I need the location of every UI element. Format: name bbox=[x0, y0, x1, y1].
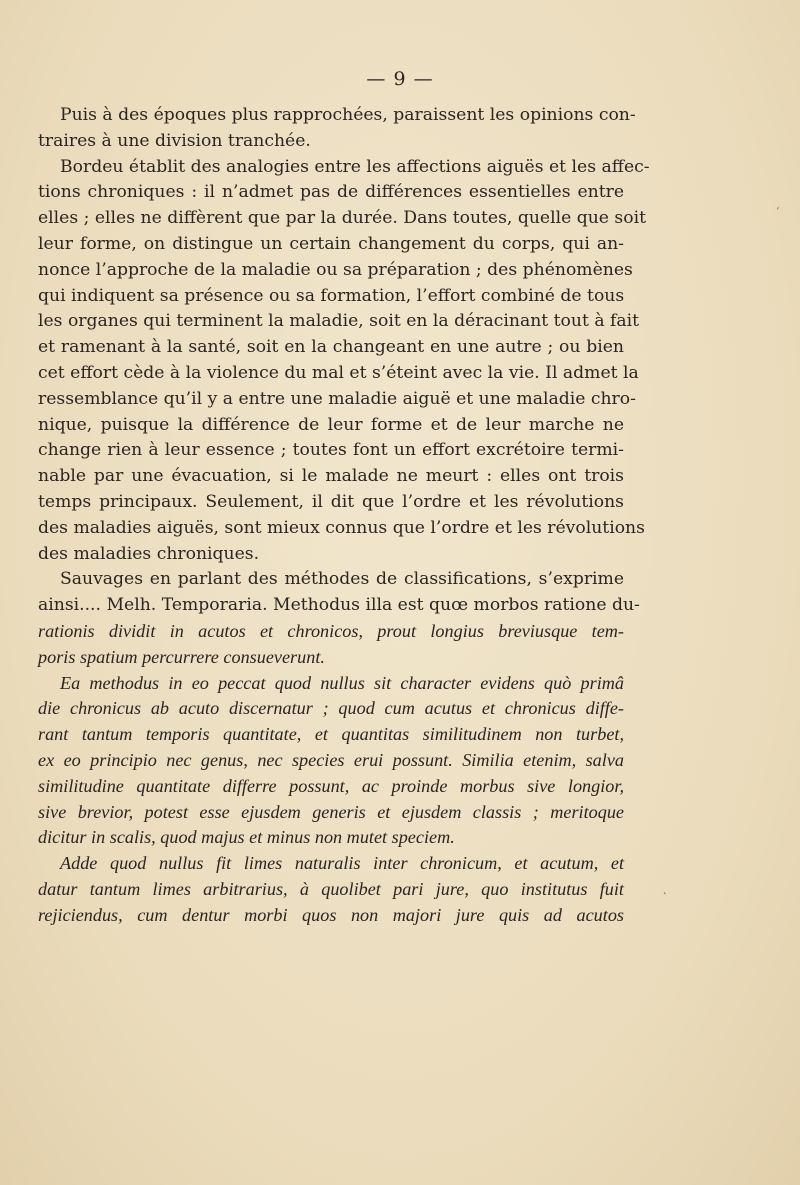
text-line: tions chroniques : il n’admet pas de différences essentielles entre bbox=[38, 182, 624, 203]
text-line: poris spatium percurrere consueverunt. bbox=[38, 646, 325, 667]
text-line: cet effort cède à la violence du mal et s’éteint avec la vie. Il admet la bbox=[38, 362, 639, 383]
text-line: rationis dividit in acutos et chronicos, prout longius breviusque tem- bbox=[38, 620, 624, 641]
text-line: traires à une division tranchée. bbox=[38, 130, 311, 151]
text-line: Ea methodus in eo peccat quod nullus sit character evidens quò primâ bbox=[60, 672, 624, 693]
text-line: rejiciendus, cum dentur morbi quos non majori jure quis ad acutos bbox=[38, 904, 624, 925]
text-line: des maladies aiguës, sont mieux connus que l’ordre et les révolutions bbox=[38, 517, 645, 538]
paragraph bbox=[38, 155, 650, 568]
text-line: des maladies chroniques. bbox=[38, 543, 260, 564]
text-line: elles ; elles ne diffèrent que par la durée. Dans toutes, quelle que soit bbox=[38, 208, 646, 229]
text-line: Puis à des époques plus rapprochées, paraissent les opinions con- bbox=[60, 105, 636, 125]
text-line: Bordeu établit des analogies entre les affections aiguës et les affec- bbox=[60, 156, 650, 177]
page-number: — 9 — bbox=[366, 68, 434, 90]
text-line: datur tantum limes arbitrarius, à quolibet pari jure, quo institutus fuit bbox=[38, 878, 624, 899]
paragraph bbox=[38, 851, 624, 928]
text-line: ressemblance qu’il y a entre une maladie aiguë et une maladie chro- bbox=[38, 388, 636, 409]
text-line: temps principaux. Seulement, il dit que l’ordre et les révolutions bbox=[38, 491, 624, 512]
paragraph bbox=[38, 671, 624, 852]
paper-speck: ʻ bbox=[776, 205, 780, 218]
text-line: les organes qui terminent la maladie, soit en la déracinant tout à fait bbox=[38, 311, 640, 332]
text-line: nonce l’approche de la maladie ou sa préparation ; des phénomènes bbox=[38, 259, 633, 280]
text-line: dicitur in scalis, quod majus et minus non mutet speciem. bbox=[38, 827, 455, 848]
paper-speck: ˛ bbox=[662, 882, 668, 895]
paragraph bbox=[38, 103, 636, 155]
paragraph bbox=[38, 567, 640, 670]
text-line: ainsi.... Melh. Temporaria. Methodus illa est quœ morbos ratione du- bbox=[38, 595, 640, 616]
body-text bbox=[38, 103, 650, 929]
text-line: die chronicus ab acuto discernatur ; quod cum acutus et chronicus diffe- bbox=[38, 698, 624, 719]
text-line: leur forme, on distingue un certain changement du corps, qui an- bbox=[38, 233, 624, 254]
text-line: Sauvages en parlant des méthodes de classifications, s’exprime bbox=[60, 569, 624, 590]
text-line: ex eo principio nec genus, nec species erui possunt. Similia etenim, salva bbox=[38, 749, 624, 770]
text-line: Adde quod nullus fit limes naturalis inter chronicum, et acutum, et bbox=[60, 853, 624, 874]
text-line: similitudine quantitate differre possunt, ac proinde morbus sive longior, bbox=[38, 775, 624, 796]
text-line: et ramenant à la santé, soit en la changeant en une autre ; ou bien bbox=[38, 337, 624, 358]
text-line: change rien à leur essence ; toutes font un effort excrétoire termi- bbox=[38, 440, 624, 461]
text-line: qui indiquent sa présence ou sa formation, l’effort combiné de tous bbox=[38, 285, 625, 306]
text-line: sive brevior, potest esse ejusdem generis et ejusdem classis ; meritoque bbox=[38, 801, 624, 822]
text-line: nable par une évacuation, si le malade ne meurt : elles ont trois bbox=[38, 466, 624, 487]
text-line: nique, puisque la différence de leur forme et de leur marche ne bbox=[38, 414, 624, 435]
text-line: rant tantum temporis quantitate, et quantitas similitudinem non turbet, bbox=[38, 724, 624, 745]
